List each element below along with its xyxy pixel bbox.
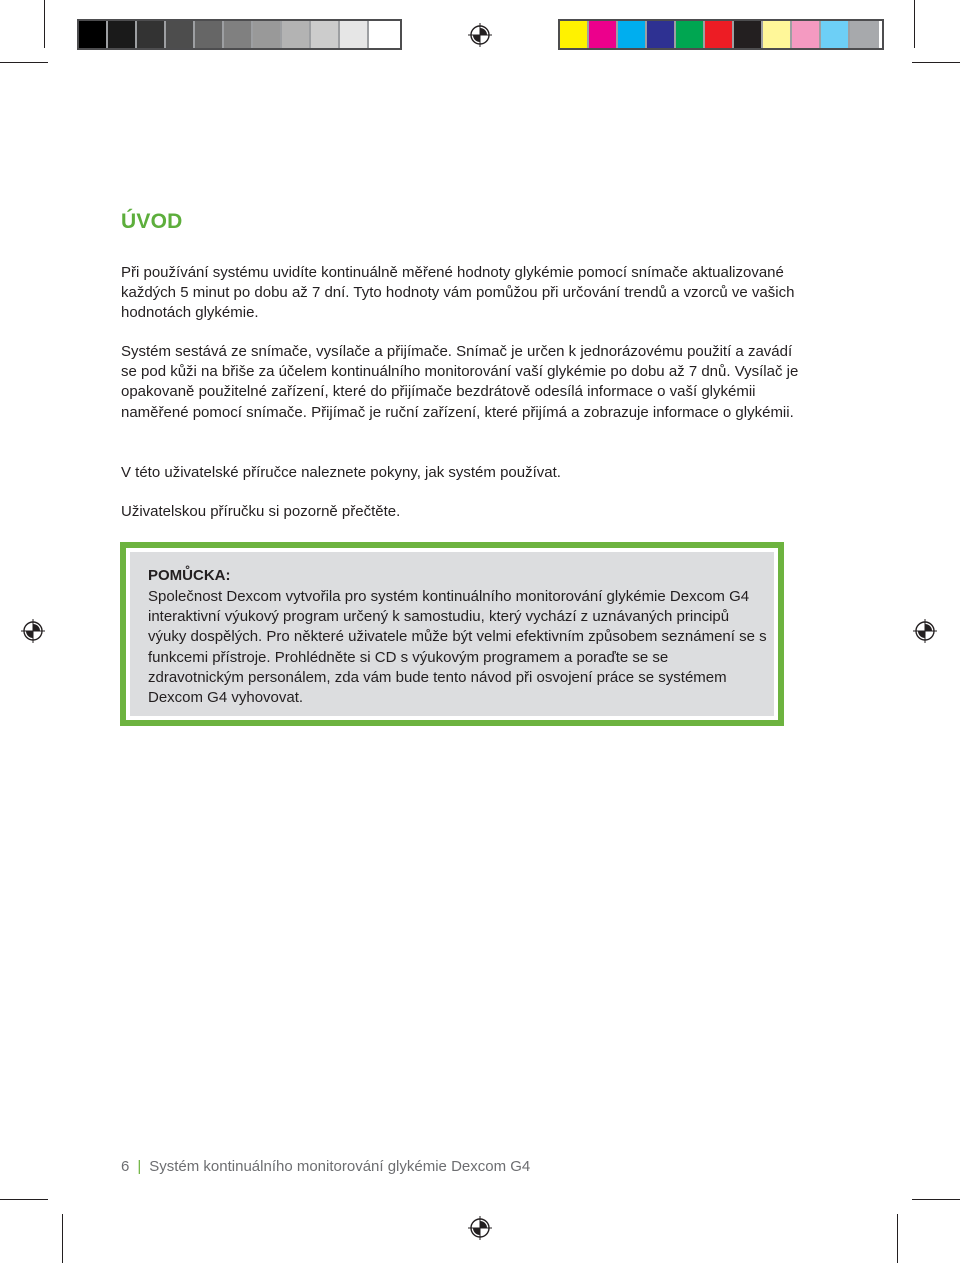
color-swatch	[763, 21, 792, 48]
crop-mark	[62, 1214, 63, 1263]
intro-paragraph: Při používání systému uvidíte kontinuálně měřené hodnoty glykémie pomocí snímače aktualizované každých 5 minut po dobu až 7 dní. Tyto hodnoty vám pomůžou při určování trendů a vzorců ve vašich hodnotách glykémie.	[121, 264, 795, 322]
color-swatch	[589, 21, 618, 48]
color-swatch	[224, 21, 253, 48]
color-swatch	[195, 21, 224, 48]
color-swatch	[618, 21, 647, 48]
registration-mark-icon	[913, 619, 937, 643]
registration-mark-icon	[21, 619, 45, 643]
tip-box-background	[130, 552, 774, 716]
color-swatch	[369, 21, 398, 48]
color-swatch	[734, 21, 763, 48]
footer-title: Systém kontinuálního monitorování glykémie Dexcom G4	[149, 1158, 531, 1175]
color-swatch	[311, 21, 340, 48]
color-swatch	[282, 21, 311, 48]
crop-mark	[44, 0, 45, 48]
system-paragraph: Systém sestává ze snímače, vysílače a přijímače. Snímač je určen k jednorázovému použití a zavádí se pod kůži na břiše za účelem kontinuálního monitorování vaší glykémie po dobu až 7 dnů. Vysílač je opakovaně použitelné zařízení, které do přijímače bezdrátově odesílá informace o vaší glykémii naměřené pomocí snímače. Přijímač je ruční zařízení, které přijímá a zobrazuje informace o glykémii.	[121, 343, 799, 421]
color-swatch	[821, 21, 850, 48]
tip-box-title: POMŮCKA:	[148, 567, 231, 584]
crop-mark	[914, 0, 915, 48]
color-swatch	[705, 21, 734, 48]
color-swatch	[166, 21, 195, 48]
crop-mark	[912, 1199, 960, 1200]
tip-box	[120, 542, 784, 726]
color-swatch	[647, 21, 676, 48]
page-footer	[121, 1158, 530, 1175]
footer-separator: |	[137, 1158, 142, 1175]
section-heading: ÚVOD	[121, 210, 183, 233]
crop-mark	[912, 62, 960, 63]
color-swatch	[137, 21, 166, 48]
tip-box-text: Společnost Dexcom vytvořila pro systém kontinuálního monitorování glykémie Dexcom G4 interaktivní výukový program určený k samostudiu, který vychází z uznávaných principů výuky dospělých. Pro některé uživatele může být velmi efektivním způsobem seznámení se s funkcemi přístroje. Prohlédněte si CD s výukovým programem a poraďte se se zdravotnickým personálem, zda vám bude tento návod při osvojení práce se systémem Dexcom G4 vyhovovat.	[148, 588, 767, 707]
crop-mark	[0, 1199, 48, 1200]
color-swatch	[340, 21, 369, 48]
guide-paragraph: V této uživatelské příručce naleznete pokyny, jak systém používat.	[121, 464, 561, 481]
process-color-bar	[558, 19, 884, 50]
color-swatch	[792, 21, 821, 48]
crop-mark	[0, 62, 48, 63]
color-swatch	[253, 21, 282, 48]
registration-mark-icon	[468, 23, 492, 47]
color-swatch	[850, 21, 879, 48]
crop-mark	[897, 1214, 898, 1263]
page-number: 6	[121, 1158, 130, 1175]
grayscale-color-bar	[77, 19, 402, 50]
read-carefully-paragraph: Uživatelskou příručku si pozorně přečtěte.	[121, 503, 401, 520]
color-swatch	[676, 21, 705, 48]
color-swatch	[560, 21, 589, 48]
color-swatch	[79, 21, 108, 48]
color-swatch	[108, 21, 137, 48]
registration-mark-icon	[468, 1216, 492, 1240]
